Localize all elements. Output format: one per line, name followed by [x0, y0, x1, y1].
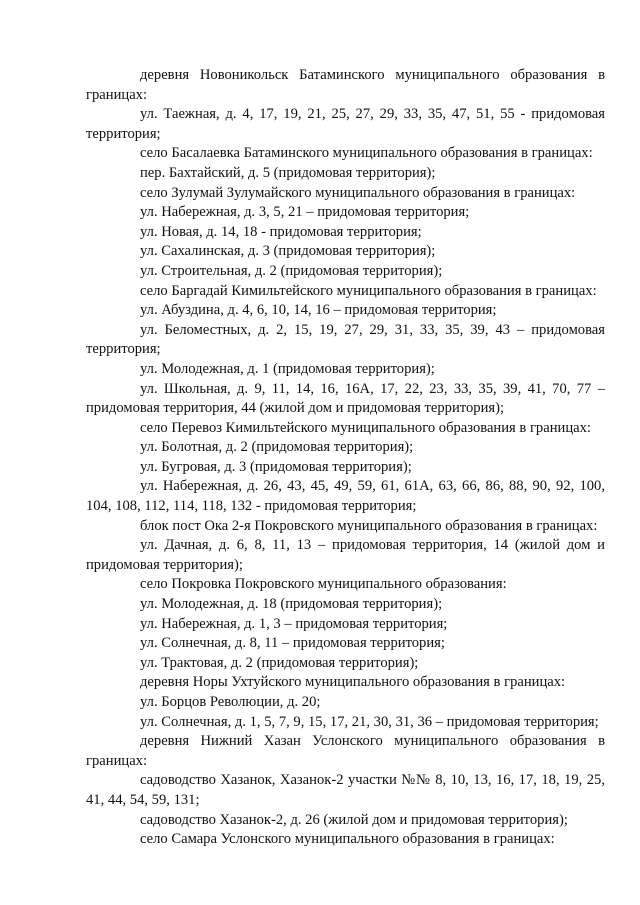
paragraph: ул. Бугровая, д. 3 (придомовая территория);: [140, 458, 412, 475]
paragraph: село Баргадай Кимильтейского муниципального образования в границах:: [140, 282, 597, 299]
paragraph: село Басалаевка Батаминского муниципального образования в границах:: [140, 145, 593, 162]
paragraph: деревня Новоникольск Батаминского муниципального образования в границах:: [86, 67, 605, 103]
paragraph: ул. Беломестных, д. 2, 15, 19, 27, 29, 31, 33, 35, 39, 43 – придомовая территория;: [86, 321, 605, 358]
paragraph: ул. Трактовая, д. 2 (придомовая территория);: [140, 654, 419, 671]
paragraph: ул. Молодежная, д. 18 (придомовая территория);: [140, 596, 443, 613]
paragraph: ул. Набережная, д. 1, 3 – придомовая территория;: [140, 615, 448, 632]
paragraph: блок пост Ока 2-я Покровского муниципального образования в границах:: [140, 517, 598, 534]
paragraph: ул. Сахалинская, д. 3 (придомовая территория);: [140, 243, 436, 260]
paragraph: ул. Школьная, д. 9, 11, 14, 16, 16А, 17, 22, 23, 33, 35, 39, 41, 70, 77 – придомовая территория, 44 (жилой дом и придомовая территория);: [86, 380, 605, 417]
paragraph: ул. Таежная, д. 4, 17, 19, 21, 25, 27, 29, 33, 35, 47, 51, 55 - придомовая территория;: [86, 106, 605, 142]
paragraph: садоводство Хазанок, Хазанок-2 участки №№ 8, 10, 13, 16, 17, 18, 19, 25, 41, 44, 54, 59, 131;: [86, 772, 605, 808]
paragraph: ул. Набережная, д. 26, 43, 45, 49, 59, 61, 61А, 63, 66, 86, 88, 90, 92, 100, 104, 108, 112, 114, 118, 132 - придомовая территория;: [86, 478, 605, 515]
paragraph: ул. Строительная, д. 2 (придомовая территория);: [140, 262, 443, 279]
paragraph: ул. Абуздина, д. 4, 6, 10, 14, 16 – придомовая территория;: [140, 302, 497, 319]
paragraph: ул. Болотная, д. 2 (придомовая территория);: [140, 439, 414, 456]
paragraph: село Покровка Покровского муниципального образования:: [140, 576, 507, 593]
paragraph: ул. Солнечная, д. 1, 5, 7, 9, 15, 17, 21, 30, 31, 36 – придомовая территория;: [140, 713, 599, 730]
document-body: [86, 66, 605, 850]
paragraph: садоводство Хазанок-2, д. 26 (жилой дом и придомовая территория);: [140, 811, 568, 828]
paragraph: ул. Молодежная, д. 1 (придомовая территория);: [140, 360, 435, 377]
paragraph: деревня Нижний Хазан Услонского муниципального образования в границах:: [86, 733, 605, 769]
paragraph: пер. Бахтайский, д. 5 (придомовая территория);: [140, 164, 436, 181]
paragraph: село Зулумай Зулумайского муниципального образования в границах:: [140, 184, 576, 201]
paragraph: деревня Норы Ухтуйского муниципального образования в границах:: [140, 674, 566, 691]
paragraph: село Самара Услонского муниципального образования в границах:: [140, 831, 555, 848]
paragraph: ул. Новая, д. 14, 18 - придомовая территория;: [140, 223, 422, 240]
paragraph: ул. Борцов Революции, д. 20;: [140, 694, 321, 710]
paragraph: ул. Набережная, д. 3, 5, 21 – придомовая территория;: [140, 204, 470, 221]
paragraph: село Перевоз Кимильтейского муниципального образования в границах:: [140, 419, 591, 436]
paragraph: ул. Солнечная, д. 8, 11 – придомовая территория;: [140, 635, 445, 652]
paragraph: ул. Дачная, д. 6, 8, 11, 13 – придомовая территория, 14 (жилой дом и придомовая территория);: [86, 537, 605, 573]
